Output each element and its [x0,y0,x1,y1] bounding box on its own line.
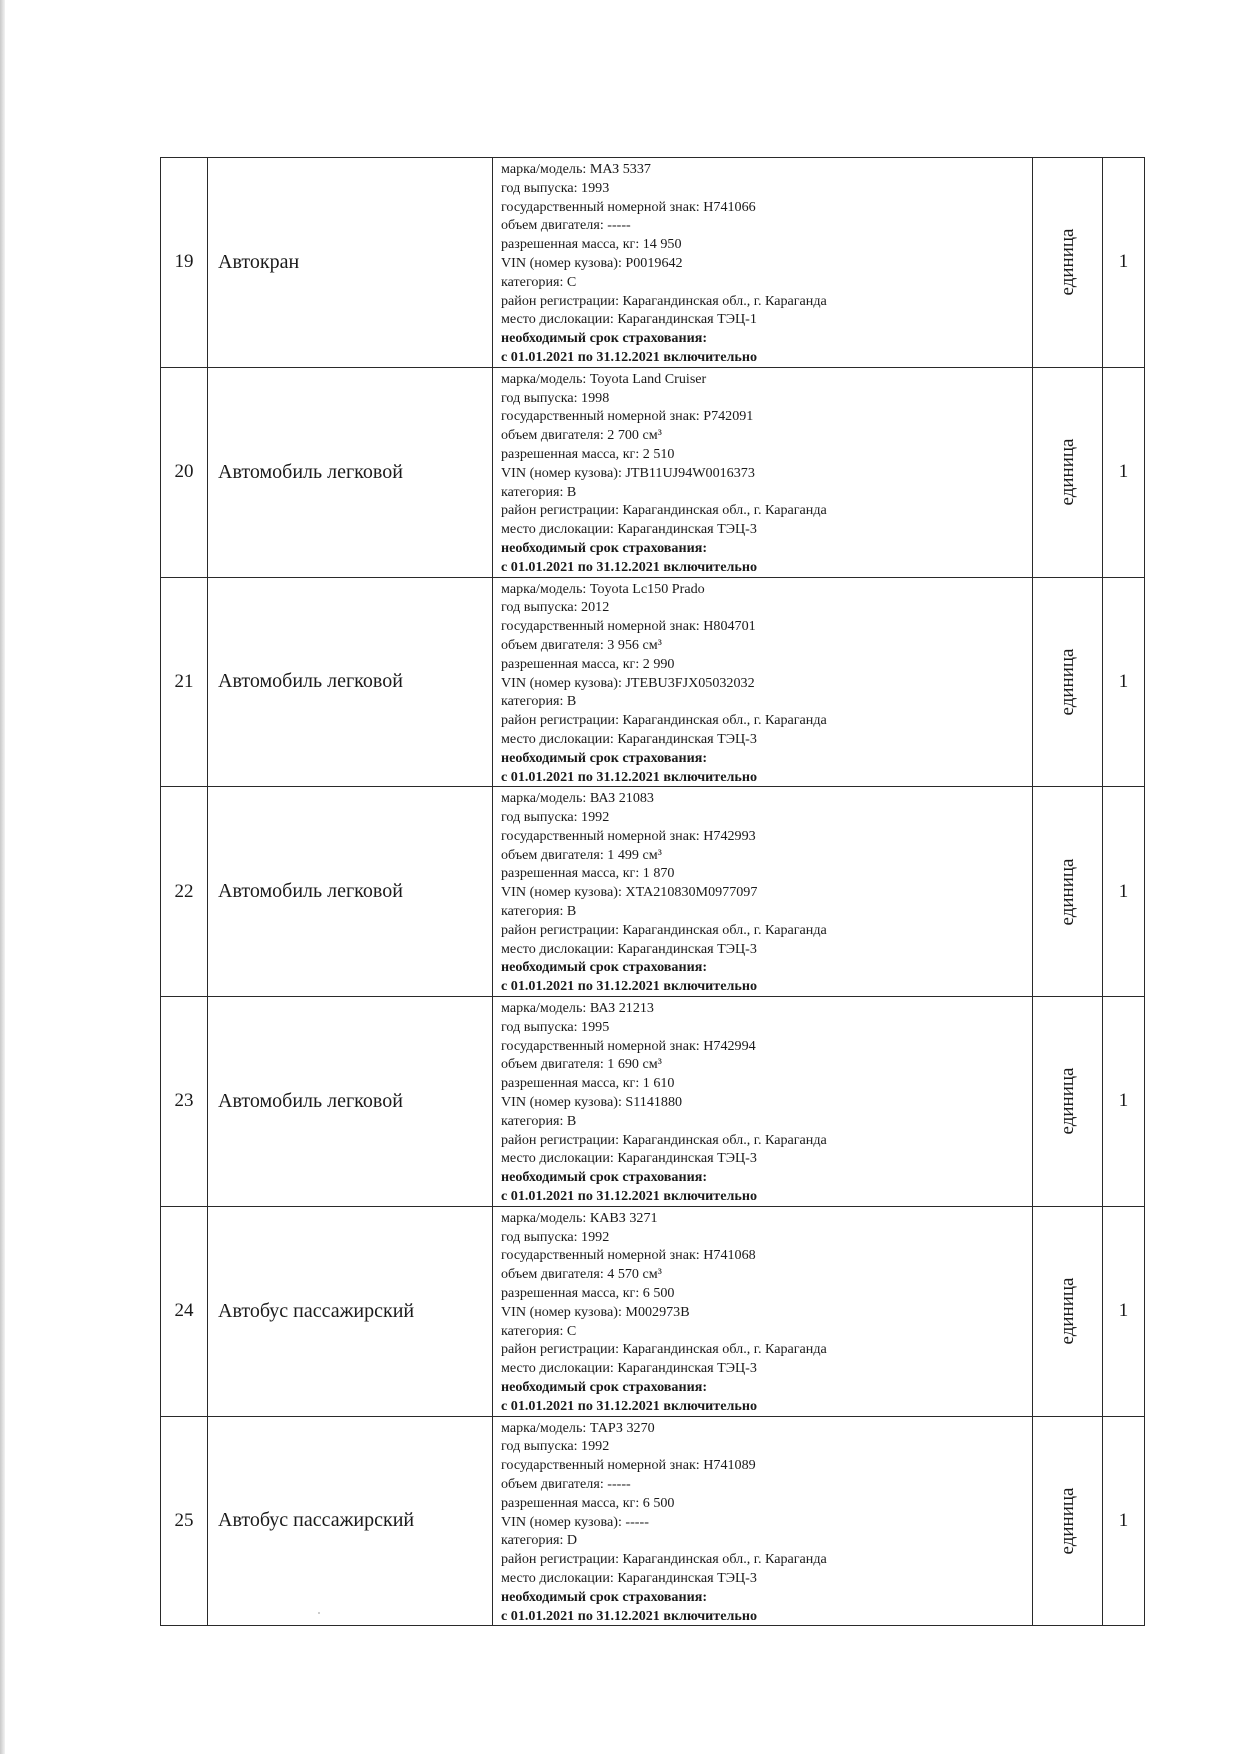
unit-label: единица [1056,1487,1078,1555]
detail-year: год выпуска: 1998 [501,389,610,406]
vehicle-name: Автомобиль легковой [208,997,493,1207]
detail-year: год выпуска: 1992 [501,809,610,826]
unit-cell [1033,1416,1103,1626]
vehicle-row [161,577,1145,787]
quantity: 1 [1103,787,1145,997]
vehicle-details [493,577,1033,787]
quantity: 1 [1103,577,1145,787]
unit-cell [1033,367,1103,577]
row-number: 23 [161,997,208,1207]
detail-engine: объем двигателя: 3 956 см³ [501,636,662,653]
quantity: 1 [1103,1416,1145,1626]
detail-vin: VIN (номер кузова): Р0019642 [501,254,683,271]
detail-model: марка/модель: ТАРЗ 3270 [501,1419,655,1436]
unit-label: единица [1056,1067,1078,1135]
detail-mass: разрешенная масса, кг: 1 610 [501,1075,675,1092]
detail-category: категория: В [501,693,577,710]
detail-engine: объем двигателя: 4 570 см³ [501,1266,662,1283]
detail-region: район регистрации: Карагандинская обл., г. Караганда [501,921,827,938]
detail-year: год выпуска: 1992 [501,1438,610,1455]
detail-term-period: с 01.01.2021 по 31.12.2021 включительно [501,558,758,575]
detail-region: район регистрации: Карагандинская обл., г. Караганда [501,1131,827,1148]
detail-plate: государственный номерной знак: Н741068 [501,1247,756,1264]
unit-cell [1033,787,1103,997]
detail-term-label: необходимый срок страхования: [501,1169,708,1186]
detail-year: год выпуска: 2012 [501,599,610,616]
vehicle-row [161,1206,1145,1416]
vehicle-row [161,997,1145,1207]
vehicle-row [161,1416,1145,1626]
detail-mass: разрешенная масса, кг: 2 990 [501,655,675,672]
quantity: 1 [1103,158,1145,368]
row-number: 21 [161,577,208,787]
unit-cell [1033,1206,1103,1416]
detail-model: марка/модель: КАВЗ 3271 [501,1209,658,1226]
detail-model: марка/модель: ВАЗ 21083 [501,790,654,807]
row-number: 20 [161,367,208,577]
detail-vin: VIN (номер кузова): JTB11UJ94W0016373 [501,464,755,481]
unit-cell [1033,577,1103,787]
detail-mass: разрешенная масса, кг: 2 510 [501,445,675,462]
detail-mass: разрешенная масса, кг: 6 500 [501,1285,675,1302]
vehicle-name: Автокран [208,158,493,368]
detail-mass: разрешенная масса, кг: 6 500 [501,1494,675,1511]
detail-plate: государственный номерной знак: Н742994 [501,1037,756,1054]
vehicle-details [493,158,1033,368]
detail-engine: объем двигателя: ----- [501,217,631,234]
detail-term-period: с 01.01.2021 по 31.12.2021 включительно [501,978,758,995]
vehicle-details [493,787,1033,997]
detail-model: марка/модель: Toyota Land Cruiser [501,370,707,387]
vehicle-details [493,367,1033,577]
detail-location: место дислокации: Карагандинская ТЭЦ-3 [501,521,757,538]
detail-region: район регистрации: Карагандинская обл., г. Караганда [501,1341,827,1358]
vehicle-name: Автобус пассажирский [208,1416,493,1626]
detail-model: марка/модель: Toyota Lc150 Prado [501,580,705,597]
detail-category: категория: С [501,1322,577,1339]
detail-category: категория: В [501,483,577,500]
detail-term-period: с 01.01.2021 по 31.12.2021 включительно [501,1607,758,1624]
detail-engine: объем двигателя: 1 690 см³ [501,1056,662,1073]
detail-region: район регистрации: Карагандинская обл., г. Караганда [501,712,827,729]
quantity: 1 [1103,997,1145,1207]
detail-term-period: с 01.01.2021 по 31.12.2021 включительно [501,1188,758,1205]
detail-location: место дислокации: Карагандинская ТЭЦ-3 [501,730,757,747]
detail-engine: объем двигателя: ----- [501,1475,631,1492]
detail-mass: разрешенная масса, кг: 14 950 [501,236,682,253]
detail-region: район регистрации: Карагандинская обл., г. Караганда [501,292,827,309]
scan-edge-shadow [0,0,5,1754]
detail-plate: государственный номерной знак: Н804701 [501,618,756,635]
detail-category: категория: D [501,1532,578,1549]
vehicle-row [161,158,1145,368]
vehicle-name: Автомобиль легковой [208,787,493,997]
detail-plate: государственный номерной знак: Р742091 [501,408,754,425]
detail-engine: объем двигателя: 1 499 см³ [501,846,662,863]
detail-plate: государственный номерной знак: Н742993 [501,827,756,844]
detail-category: категория: С [501,273,577,290]
detail-plate: государственный номерной знак: Н741066 [501,198,756,215]
detail-location: место дислокации: Карагандинская ТЭЦ-3 [501,940,757,957]
detail-term-label: необходимый срок страхования: [501,1588,708,1605]
unit-cell [1033,158,1103,368]
detail-term-label: необходимый срок страхования: [501,749,708,766]
detail-term-label: необходимый срок страхования: [501,330,708,347]
detail-year: год выпуска: 1992 [501,1228,610,1245]
vehicle-name: Автобус пассажирский [208,1206,493,1416]
row-number: 19 [161,158,208,368]
detail-vin: VIN (номер кузова): JTEBU3FJX05032032 [501,674,755,691]
vehicles-table [160,157,1145,1626]
vehicle-details [493,1206,1033,1416]
vehicle-name: Автомобиль легковой [208,367,493,577]
unit-label: единица [1056,1277,1078,1345]
detail-term-period: с 01.01.2021 по 31.12.2021 включительно [501,768,758,785]
detail-category: категория: В [501,903,577,920]
detail-model: марка/модель: ВАЗ 21213 [501,1000,654,1017]
vehicle-details [493,997,1033,1207]
unit-label: единица [1056,438,1078,506]
quantity: 1 [1103,1206,1145,1416]
detail-term-period: с 01.01.2021 по 31.12.2021 включительно [501,348,758,365]
row-number: 24 [161,1206,208,1416]
vehicle-details [493,1416,1033,1626]
detail-region: район регистрации: Карагандинская обл., г. Караганда [501,502,827,519]
detail-year: год выпуска: 1993 [501,179,610,196]
detail-plate: государственный номерной знак: Н741089 [501,1457,756,1474]
detail-location: место дислокации: Карагандинская ТЭЦ-3 [501,1360,757,1377]
row-number: 22 [161,787,208,997]
unit-label: единица [1056,228,1078,296]
detail-vin: VIN (номер кузова): ----- [501,1513,649,1530]
vehicles-table-body [161,158,1145,1626]
detail-category: категория: В [501,1112,577,1129]
detail-term-label: необходимый срок страхования: [501,959,708,976]
detail-location: место дислокации: Карагандинская ТЭЦ-1 [501,311,757,328]
detail-location: место дислокации: Карагандинская ТЭЦ-3 [501,1569,757,1586]
vehicle-row [161,367,1145,577]
detail-vin: VIN (номер кузова): S1141880 [501,1094,683,1111]
unit-label: единица [1056,858,1078,926]
detail-mass: разрешенная масса, кг: 1 870 [501,865,675,882]
detail-vin: VIN (номер кузова): М002973В [501,1303,690,1320]
detail-term-label: необходимый срок страхования: [501,1379,708,1395]
detail-engine: объем двигателя: 2 700 см³ [501,427,662,444]
vehicle-name: Автомобиль легковой [208,577,493,787]
quantity: 1 [1103,367,1145,577]
detail-term-label: необходимый срок страхования: [501,539,708,556]
detail-location: место дислокации: Карагандинская ТЭЦ-3 [501,1150,757,1167]
detail-vin: VIN (номер кузова): XTA210830M0977097 [501,884,758,901]
detail-region: район регистрации: Карагандинская обл., г. Караганда [501,1551,827,1568]
unit-cell [1033,997,1103,1207]
unit-label: единица [1056,648,1078,716]
detail-year: год выпуска: 1995 [501,1018,610,1035]
vehicle-row [161,787,1145,997]
detail-term-period: с 01.01.2021 по 31.12.2021 включительно [501,1397,758,1414]
detail-model: марка/модель: МАЗ 5337 [501,161,651,177]
row-number: 25 [161,1416,208,1626]
